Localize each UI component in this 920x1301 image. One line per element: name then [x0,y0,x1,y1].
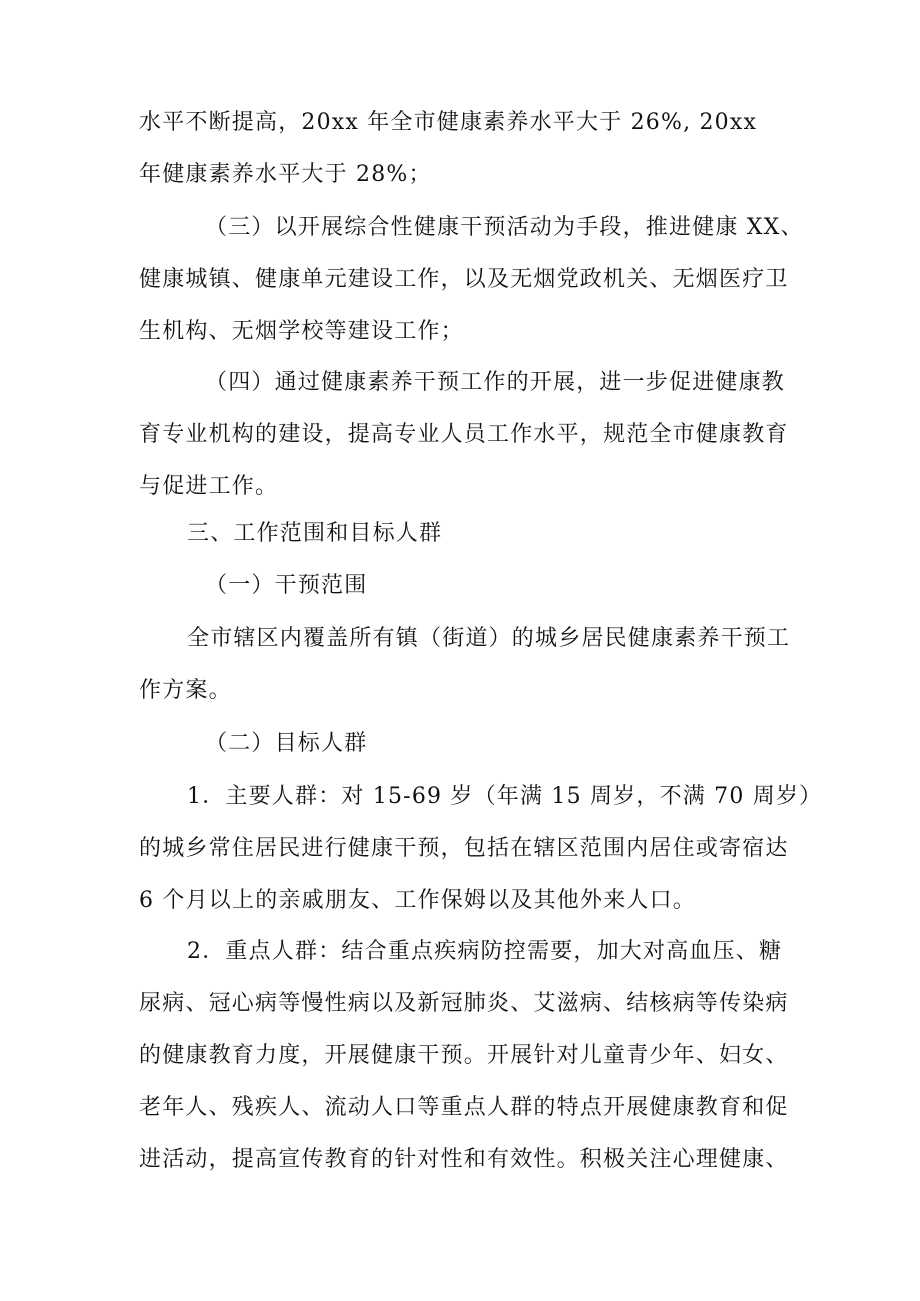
scope-paragraph [139,613,799,717]
paragraph-line: 生机构、无烟学校等建设工作； [139,319,464,344]
body-text [139,97,799,201]
key-group-paragraph [139,926,799,1186]
paragraph-line: 2．重点人群：结合重点疾病防控需要，加大对高血压、糖 [187,939,783,964]
section-heading: 三、工作范围和目标人群 [187,521,443,546]
paragraph-line: （四）通过健康素养干预工作的开展，进一步促进健康教 [205,370,786,395]
paragraph-line: 尿病、冠心病等慢性病以及新冠肺炎、艾滋病、结核病等传染病 [139,991,789,1016]
section-4-paragraph [139,357,799,513]
paragraph-line: 与促进工作。 [139,474,279,499]
paragraph-line: 作方案。 [139,678,232,703]
section-3-paragraph [139,202,804,358]
main-group-paragraph [139,771,823,927]
paragraph-line: 水平不断提高，20xx 年全市健康素养水平大于 26%, 20xx [139,110,758,135]
paragraph-line: 的城乡常住居民进行健康干预，包括在辖区范围内居住或寄宿达 [139,836,789,861]
heading-section-three [139,508,799,560]
paragraph-line: 进活动，提高宣传教育的针对性和有效性。积极关注心理健康、 [139,1147,789,1172]
subsection-heading: （一）干预范围 [205,573,368,598]
paragraph-line: 6 个月以上的亲戚朋友、工作保姆以及其他外来人口。 [139,888,696,913]
paragraph-line: 全市辖区内覆盖所有镇（街道）的城乡居民健康素养干预工 [187,626,791,651]
subheading-target [139,718,799,770]
paragraph-line: 老年人、残疾人、流动人口等重点人群的特点开展健康教育和促 [139,1095,789,1120]
paragraph-line: 1．主要人群：对 15-69 岁（年满 15 周岁，不满 70 周岁） [187,784,823,809]
paragraph-line: 育专业机构的建设，提高专业人员工作水平，规范全市健康教育 [139,422,789,447]
paragraph-line: （三）以开展综合性健康干预活动为手段，推进健康 XX、 [205,215,804,240]
subheading-scope [139,560,799,612]
subsection-heading: （二）目标人群 [205,731,368,756]
paragraph-line: 的健康教育力度，开展健康干预。开展针对儿童青少年、妇女、 [139,1043,789,1068]
paragraph-line: 年健康素养水平大于 28%； [139,162,432,187]
paragraph-line: 健康城镇、健康单元建设工作，以及无烟党政机关、无烟医疗卫 [139,267,789,292]
